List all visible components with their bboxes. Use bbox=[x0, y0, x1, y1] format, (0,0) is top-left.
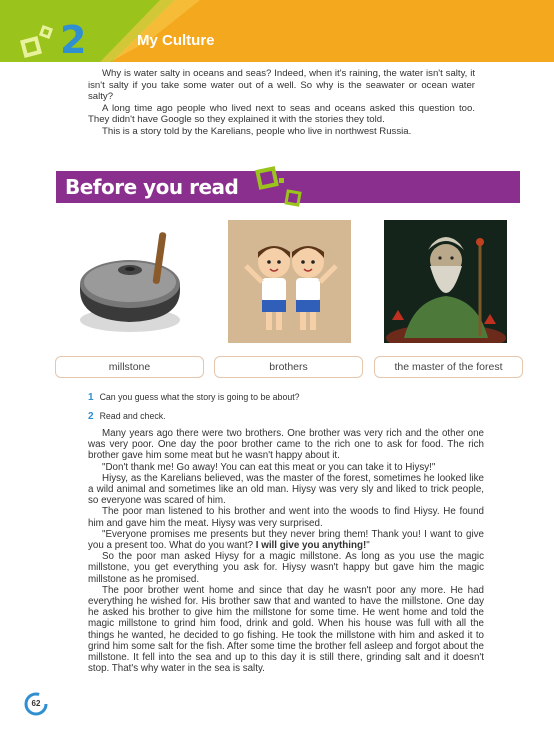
millstone-icon bbox=[72, 220, 195, 343]
intro-paragraph: A long time ago people who lived next to seas and oceans asked this question too. They didn't have Google so they explained it with the stories they told. bbox=[88, 102, 475, 126]
section-title: Before you read bbox=[65, 175, 239, 199]
story-quote: "Everyone promises me presents but they never bring them! Thank you! I want to give you a present too. What do you want? bbox=[88, 528, 484, 552]
story-paragraph: "Don't thank me! Go away! You can eat this meat or you can take it to Hiysy!" bbox=[102, 461, 436, 473]
story-paragraph: Many years ago there were two brothers. One brother was very rich and the other one was very poor. One day the poor brother came to the rich one to ask for food. The rich brother gave him some meat but he wasn't happy about it. bbox=[88, 428, 484, 462]
task-text: Can you guess what the story is going to be about? bbox=[99, 392, 300, 402]
label-millstone: millstone bbox=[55, 356, 204, 378]
forest-master-icon bbox=[384, 220, 507, 343]
label-master-of-the-forest: the master of the forest bbox=[374, 356, 523, 378]
task-1 bbox=[88, 392, 300, 403]
intro-text bbox=[88, 68, 475, 138]
story-text bbox=[88, 428, 484, 674]
story-emphasis: I will give you anything! bbox=[255, 540, 367, 552]
task-text: Read and check. bbox=[99, 411, 166, 421]
story-paragraph: The poor man listened to his brother and went into the woods to find Hiysy. He found him and gave him the meat. Hiysy was very surprised. bbox=[88, 506, 484, 529]
intro-paragraph: This is a story told by the Karelians, people who live in northwest Russia. bbox=[102, 125, 412, 137]
story-paragraph: So the poor man asked Hiysy for a magic millstone. As long as you use the magic millstone, you get everything you ask for. Hiysy wasn't happy but gave him the magic millstone as he promised. bbox=[88, 551, 484, 585]
story-paragraph: The poor brother went home and since that day he wasn't poor any more. He had everything he wished for. His brother saw that and wanted to have the millstone. One day he asked his brother to give him the millstone for some time. He went home and told the magic millstone to grind him food, drink and gold. When his house was full with all the things he wanted, he decided to go fishing. He took the millstone with him and asked it to grind him some salt for the fish. After some time the brother fell asleep and forgot about the millstone. It fell into the sea and up to this day it is still there, grinding salt and it doesn't stop. That's why water in the sea is salty. bbox=[88, 584, 484, 675]
story-quote-end: " bbox=[366, 540, 370, 552]
page-number: 62 bbox=[31, 699, 41, 708]
unit-header bbox=[0, 0, 554, 62]
brothers-icon bbox=[228, 220, 351, 343]
unit-number: 2 bbox=[60, 18, 87, 62]
decorative-squares-icon bbox=[255, 164, 307, 214]
story-paragraph bbox=[88, 529, 484, 551]
task-2 bbox=[88, 411, 166, 422]
task-number: 1 bbox=[88, 392, 94, 403]
label-brothers: brothers bbox=[214, 356, 363, 378]
unit-title: My Culture bbox=[137, 32, 215, 49]
story-paragraph: Hiysy, as the Karelians believed, was the master of the forest, sometimes he looked like a wild animal and sometimes like an old man. Hiysy was very sly and liked to trick people, so everyone was scared of him. bbox=[88, 472, 484, 507]
intro-paragraph: Why is water salty in oceans and seas? Indeed, when it's raining, the water isn't salty, it isn't salty if you take some water out of a well. So why is the seawater or ocean water salty? bbox=[88, 68, 475, 103]
task-number: 2 bbox=[88, 411, 94, 422]
